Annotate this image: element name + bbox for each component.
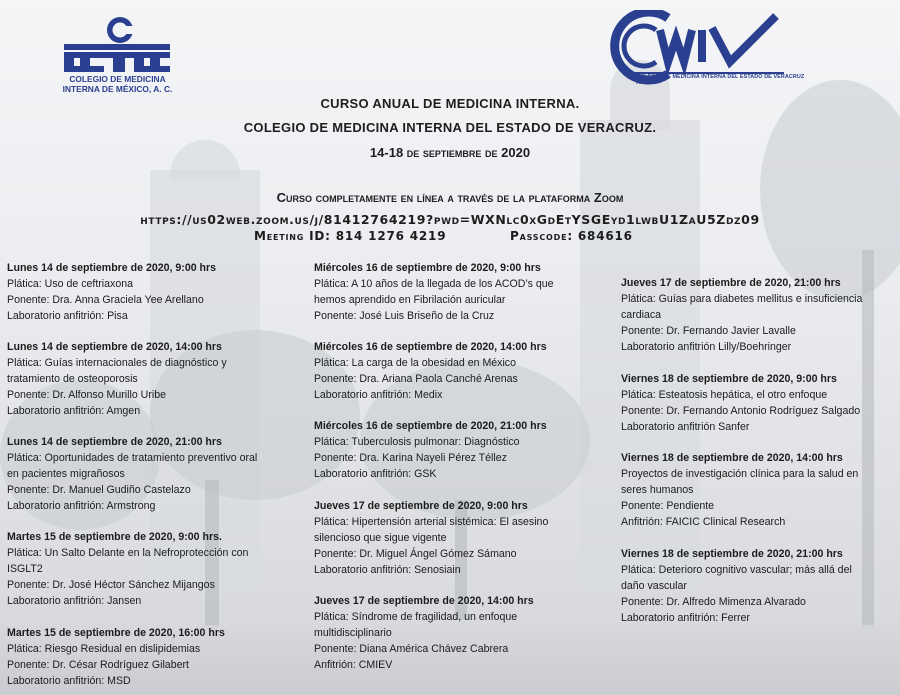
session-line: Plática: Oportunidades de tratamiento preventivo oral — [7, 451, 258, 464]
session-line: Laboratorio anfitrión Lilly/Boehringer — [621, 340, 792, 353]
session-line: en pacientes migrañosos — [7, 467, 125, 480]
session-title: Lunes 14 de septiembre de 2020, 21:00 hrs — [7, 436, 222, 448]
session-line: Plática: Riesgo Residual en dislipidemias — [7, 642, 201, 655]
session-line: Ponente: Dr. César Rodríguez Gilabert — [7, 658, 189, 671]
session-line: Plática: Deterioro cognitivo vascular; más allá del — [621, 563, 852, 576]
session-line: Plática: Síndrome de fragilidad, un enfoque — [314, 610, 518, 623]
session-title: Jueves 17 de septiembre de 2020, 9:00 hrs — [314, 500, 528, 512]
passcode: Passcode: 684616 — [510, 229, 633, 243]
session-line: Plática: Guías para diabetes mellitus e insuficiencia — [621, 292, 863, 305]
session-line: Anfitrión: FAICIC Clinical Research — [621, 515, 786, 528]
session-line: Laboratorio anfitrión Sanfer — [621, 420, 750, 433]
session-line: Ponente: Dr. José Héctor Sánchez Mijangos — [7, 578, 215, 591]
session-line: Laboratorio anfitrión: Senosiain — [314, 563, 461, 576]
session-line: Plática: Uso de ceftriaxona — [7, 277, 134, 290]
session-line: Ponente: Dr. Fernando Antonio Rodríguez Salgado — [621, 404, 861, 417]
session-line: Proyectos de investigación clínica para la salud en — [621, 467, 859, 480]
session-title: Martes 15 de septiembre de 2020, 16:00 hrs — [7, 627, 225, 639]
session — [7, 530, 307, 610]
session-line: Plática: Esteatosis hepática, el otro enfoque — [621, 388, 828, 401]
session — [7, 435, 307, 515]
session-line: Plática: Tuberculosis pulmonar: Diagnóstico — [314, 435, 520, 448]
session-title: Viernes 18 de septiembre de 2020, 14:00 hrs — [621, 452, 843, 464]
session — [621, 451, 896, 531]
session-line: Plática: A 10 años de la llegada de los ACOD’s que — [314, 277, 554, 290]
meeting-id: Meeting ID: 814 1276 4219 — [254, 229, 447, 243]
session-line: Laboratorio anfitrión: Medix — [314, 388, 443, 401]
session-line: Laboratorio anfitrión: GSK — [314, 467, 437, 480]
session-title: Miércoles 16 de septiembre de 2020, 14:00 hrs — [314, 341, 547, 353]
session-line: Ponente: Diana América Chávez Cabrera — [314, 642, 509, 655]
session-title: Viernes 18 de septiembre de 2020, 21:00 hrs — [621, 548, 843, 560]
session — [7, 626, 307, 690]
session — [7, 261, 307, 325]
session-title: Martes 15 de septiembre de 2020, 9:00 hrs. — [7, 531, 222, 543]
session-line: Ponente: Dra. Karina Nayeli Pérez Téllez — [314, 451, 507, 464]
session-line: Plática: Hipertensión arterial sistémica: El asesino — [314, 515, 549, 528]
session-line: Laboratorio anfitrión: Jansen — [7, 594, 142, 607]
cmiev-logo-text: COLEGIO DE MEDICINA INTERNA DEL ESTADO DE VERACRUZ A.C. — [636, 74, 805, 86]
session-line: seres humanos — [621, 483, 694, 496]
session — [621, 372, 896, 436]
session-line: Ponente: Dr. Manuel Gudiño Castelazo — [7, 483, 191, 496]
session-title: Jueves 17 de septiembre de 2020, 21:00 hrs — [621, 277, 841, 289]
session-line: Plática: La carga de la obesidad en México — [314, 356, 516, 369]
session-title: Jueves 17 de septiembre de 2020, 14:00 hrs — [314, 595, 534, 607]
session-line: Anfitrión: CMIEV — [314, 658, 393, 671]
session-line: silencioso que sigue vigente — [314, 531, 447, 544]
session-line: Plática: Un Salto Delante en la Nefroprotección con — [7, 546, 249, 559]
zoom-link[interactable]: https://us02web.zoom.us/j/81412764219?pwd=WXNlc0xGdEtYSGEyd1lwbU1ZaU5Zdz09 — [140, 212, 760, 227]
session-line: ISGLT2 — [7, 562, 43, 575]
course-title: CURSO ANUAL DE MEDICINA INTERNA. — [320, 96, 580, 111]
session-line: Ponente: Pendiente — [621, 499, 715, 512]
session-title: Miércoles 16 de septiembre de 2020, 21:00 hrs — [314, 420, 547, 432]
session-line: Laboratorio anfitrión: Ferrer — [621, 611, 750, 624]
session-title: Viernes 18 de septiembre de 2020, 9:00 hrs — [621, 373, 837, 385]
session — [314, 261, 614, 325]
session — [314, 419, 614, 483]
session — [621, 547, 896, 627]
session-line: Plática: Guías internacionales de diagnóstico y — [7, 356, 227, 369]
session-title: Lunes 14 de septiembre de 2020, 9:00 hrs — [7, 262, 217, 274]
session — [621, 276, 896, 356]
session — [314, 340, 614, 404]
session-line: Ponente: Dr. Miguel Ángel Gómez Sámano — [314, 547, 517, 560]
session-title: Miércoles 16 de septiembre de 2020, 9:00 hrs — [314, 262, 541, 274]
session-line: tratamiento de osteoporosis — [7, 372, 138, 385]
session-line: Ponente: Dra. Anna Graciela Yee Arellano — [7, 293, 204, 306]
session-line: daño vascular — [621, 579, 687, 592]
course-dates: 14-18 de septiembre de 2020 — [369, 145, 531, 160]
session-line: cardiaca — [621, 308, 662, 321]
college-title: COLEGIO DE MEDICINA INTERNA DEL ESTADO DE VERACRUZ. — [243, 120, 657, 135]
session-line: Laboratorio anfitrión: MSD — [7, 674, 131, 687]
session — [314, 594, 614, 674]
session-line: Ponente: José Luis Briseño de la Cruz — [314, 309, 495, 322]
session — [314, 499, 614, 579]
cmim-logo-text: COLEGIO DE MEDICINA INTERNA DE MÉXICO, A. C. — [62, 74, 173, 94]
session-line: Ponente: Dra. Ariana Paola Canché Arenas — [314, 372, 518, 385]
session-line: Laboratorio anfitrión: Amgen — [7, 404, 141, 417]
session-line: multidisciplinario — [314, 626, 392, 639]
session-line: Ponente: Dr. Alfonso Murillo Uribe — [7, 388, 166, 401]
session-line: Ponente: Dr. Alfredo Mimenza Alvarado — [621, 595, 806, 608]
session-line: Ponente: Dr. Fernando Javier Lavalle — [621, 324, 796, 337]
session — [7, 340, 307, 420]
online-notice: Curso completamente en línea a través de la plataforma Zoom — [276, 190, 624, 205]
session-line: hemos aprendido en Fibrilación auricular — [314, 293, 506, 306]
session-line: Laboratorio anfitrión: Armstrong — [7, 499, 156, 512]
session-title: Lunes 14 de septiembre de 2020, 14:00 hrs — [7, 341, 222, 353]
session-line: Laboratorio anfitrión: Pisa — [7, 309, 128, 322]
